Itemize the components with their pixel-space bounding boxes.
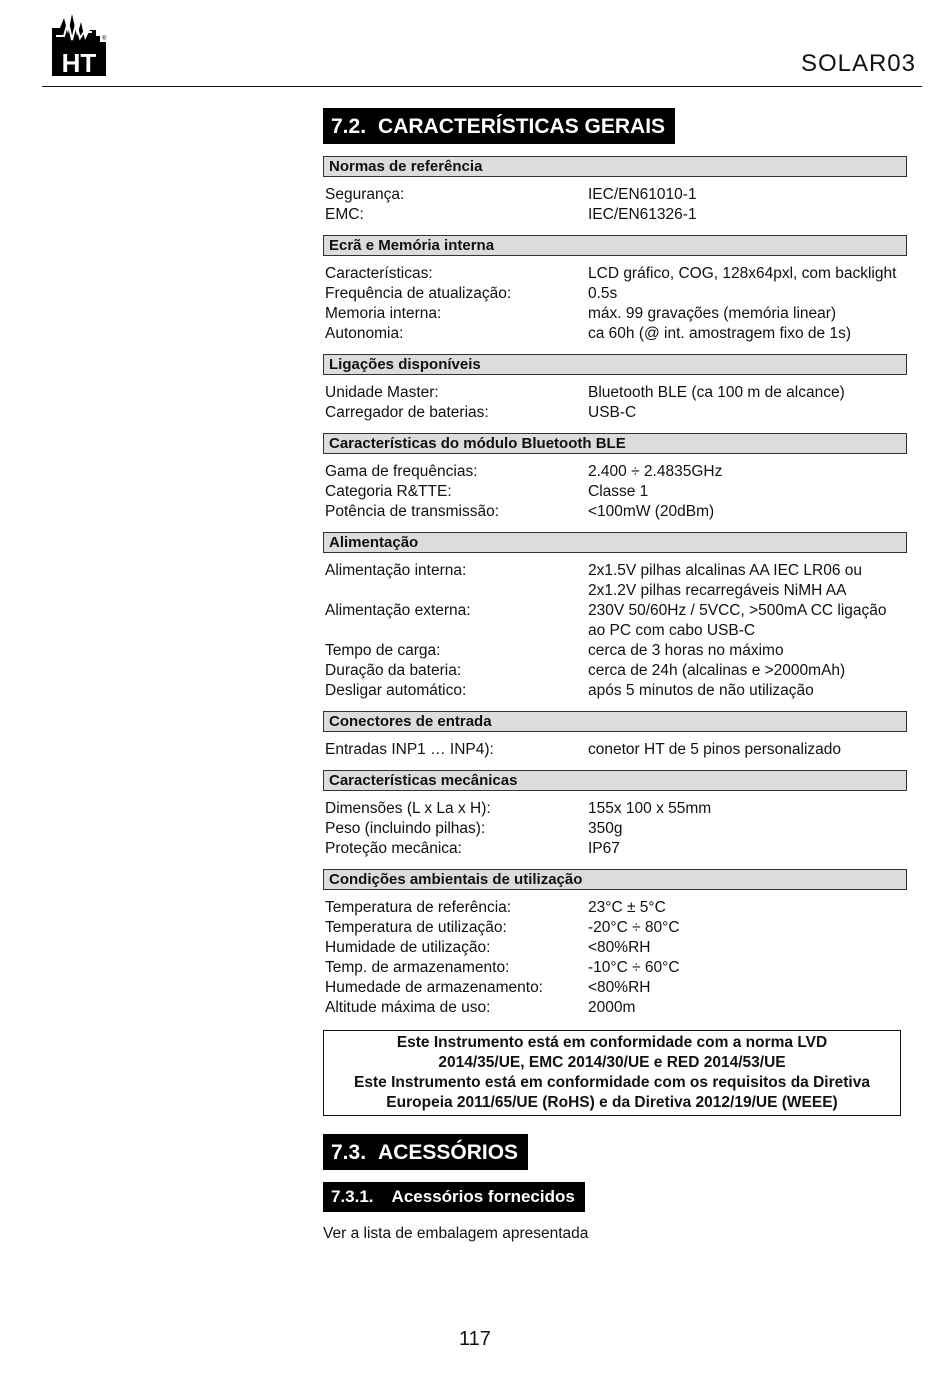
spec-row	[325, 601, 907, 641]
spec-group-header: Ecrã e Memória interna	[323, 235, 907, 256]
spec-group-header: Características do módulo Bluetooth BLE	[323, 433, 907, 454]
section-heading-7-3	[323, 1134, 528, 1170]
spec-group-header: Normas de referência	[323, 156, 907, 177]
section-number: 7.3.	[331, 1141, 367, 1164]
spec-row	[325, 482, 907, 502]
spec-group-header: Conectores de entrada	[323, 711, 907, 732]
spec-value: USB-C	[588, 404, 637, 421]
section-title: CARACTERÍSTICAS GERAIS	[378, 115, 666, 138]
main-content	[323, 108, 907, 1244]
spec-row	[325, 561, 907, 601]
spec-value: conetor HT de 5 pinos personalizado	[588, 741, 842, 758]
spec-row	[325, 681, 907, 701]
spec-group-header: Ligações disponíveis	[323, 354, 907, 375]
spec-row	[325, 641, 907, 661]
compliance-notice	[323, 1030, 901, 1116]
spec-row	[325, 304, 907, 324]
spec-group-header: Características mecânicas	[323, 770, 907, 791]
spec-label: Unidade Master:	[325, 384, 439, 401]
spec-group-body	[323, 732, 907, 760]
spec-row	[325, 185, 907, 205]
spec-value: ca 60h (@ int. amostragem fixo de 1s)	[588, 325, 851, 342]
spec-label: Alimentação externa:	[325, 602, 471, 619]
spec-label: Segurança:	[325, 186, 405, 203]
spec-row	[325, 324, 907, 344]
spec-label: Proteção mecânica:	[325, 840, 462, 857]
spec-row	[325, 403, 907, 423]
spec-row	[325, 839, 907, 859]
spec-label: Autonomia:	[325, 325, 404, 342]
spec-value: Classe 1	[588, 483, 649, 500]
spec-value: 2x1.5V pilhas alcalinas AA IEC LR06 ou 2x1.2V pilhas recarregáveis NiMH AA	[588, 562, 863, 599]
spec-label: Humidade de utilização:	[325, 939, 491, 956]
spec-label: Duração da bateria:	[325, 662, 462, 679]
spec-value: IEC/EN61010-1	[588, 186, 697, 203]
spec-label: Características:	[325, 265, 433, 282]
spec-value: Bluetooth BLE (ca 100 m de alcance)	[588, 384, 845, 401]
spec-label: Carregador de baterias:	[325, 404, 489, 421]
accessories-text: Ver a lista de embalagem apresentada	[323, 1225, 589, 1242]
spec-groups	[323, 156, 907, 1018]
spec-group-body	[323, 791, 907, 859]
subsection-heading-7-3-1	[323, 1182, 585, 1212]
spec-label: Desligar automático:	[325, 682, 467, 699]
spec-label: Frequência de atualização:	[325, 285, 512, 302]
spec-value: LCD gráfico, COG, 128x64pxl, com backlight	[588, 265, 897, 282]
spec-value: cerca de 24h (alcalinas e >2000mAh)	[588, 662, 846, 679]
spec-row	[325, 462, 907, 482]
spec-value: após 5 minutos de não utilização	[588, 682, 814, 699]
spec-value: 0.5s	[588, 285, 618, 302]
notice-line: Este Instrumento está em conformidade com os requisitos da Diretiva	[354, 1074, 870, 1091]
spec-label: Dimensões (L x La x H):	[325, 800, 491, 817]
spec-group-body	[323, 553, 907, 701]
spec-value: 155x 100 x 55mm	[588, 800, 712, 817]
spec-label: Temperatura de referência:	[325, 899, 512, 916]
spec-value: 230V 50/60Hz / 5VCC, >500mA CC ligação ao PC com cabo USB-C	[588, 602, 887, 639]
spec-group-header: Alimentação	[323, 532, 907, 553]
spec-label: Alimentação interna:	[325, 562, 467, 579]
notice-line: Europeia 2011/65/UE (RoHS) e da Diretiva 2012/19/UE (WEEE)	[386, 1094, 838, 1111]
spec-row	[325, 978, 907, 998]
spec-row	[325, 284, 907, 304]
section-title: ACESSÓRIOS	[378, 1141, 519, 1164]
spec-value: 23°C ± 5°C	[588, 899, 666, 916]
ht-logo	[50, 10, 108, 78]
spec-value: cerca de 3 horas no máximo	[588, 642, 784, 659]
spec-value: <80%RH	[588, 939, 651, 956]
logo-text: HT	[61, 48, 97, 78]
spec-group-body	[323, 256, 907, 344]
spec-value: -10°C ÷ 60°C	[588, 959, 680, 976]
spec-row	[325, 958, 907, 978]
spec-value: IEC/EN61326-1	[588, 206, 697, 223]
spec-value: <100mW (20dBm)	[588, 503, 715, 520]
spec-label: Temperatura de utilização:	[325, 919, 507, 936]
spec-label: EMC:	[325, 206, 364, 223]
spec-label: Memoria interna:	[325, 305, 442, 322]
spec-value: -20°C ÷ 80°C	[588, 919, 680, 936]
spec-group-body	[323, 177, 907, 225]
spec-row	[325, 998, 907, 1018]
spec-group-body	[323, 454, 907, 522]
spec-value: 2.400 ÷ 2.4835GHz	[588, 463, 723, 480]
spec-value: máx. 99 gravações (memória linear)	[588, 305, 837, 322]
spec-group-header: Condições ambientais de utilização	[323, 869, 907, 890]
notice-line: 2014/35/UE, EMC 2014/30/UE e RED 2014/53/UE	[438, 1054, 786, 1071]
header-divider	[42, 86, 922, 87]
spec-row	[325, 918, 907, 938]
section-number: 7.2.	[331, 115, 367, 138]
subsection-number: 7.3.1.	[331, 1187, 374, 1206]
spec-value: 350g	[588, 820, 623, 837]
spec-row	[325, 938, 907, 958]
spec-row	[325, 502, 907, 522]
spec-row	[325, 819, 907, 839]
spec-label: Potência de transmissão:	[325, 503, 500, 520]
spec-row	[325, 383, 907, 403]
spec-value: <80%RH	[588, 979, 651, 996]
spec-row	[325, 205, 907, 225]
spec-label: Categoria R&TTE:	[325, 483, 452, 500]
spec-value: 2000m	[588, 999, 636, 1016]
subsection-title: Acessórios fornecidos	[391, 1187, 575, 1206]
spec-label: Altitude máxima de uso:	[325, 999, 491, 1016]
spec-label: Entradas INP1 … INP4):	[325, 741, 494, 758]
page-number: 117	[459, 1328, 491, 1350]
spec-group-body	[323, 890, 907, 1018]
spec-row	[325, 661, 907, 681]
spec-value: IP67	[588, 840, 620, 857]
spec-row	[325, 264, 907, 284]
spec-row	[325, 740, 907, 760]
spec-label: Peso (incluindo pilhas):	[325, 820, 486, 837]
svg-text:®: ®	[102, 36, 107, 42]
spec-group-body	[323, 375, 907, 423]
spec-label: Tempo de carga:	[325, 642, 441, 659]
spec-row	[325, 799, 907, 819]
spec-row	[325, 898, 907, 918]
document-title: SOLAR03	[800, 50, 916, 77]
spec-label: Gama de frequências:	[325, 463, 478, 480]
section-heading-7-2	[323, 108, 675, 144]
spec-label: Humedade de armazenamento:	[325, 979, 543, 996]
spec-label: Temp. de armazenamento:	[325, 959, 510, 976]
notice-line: Este Instrumento está em conformidade com a norma LVD	[396, 1034, 828, 1051]
